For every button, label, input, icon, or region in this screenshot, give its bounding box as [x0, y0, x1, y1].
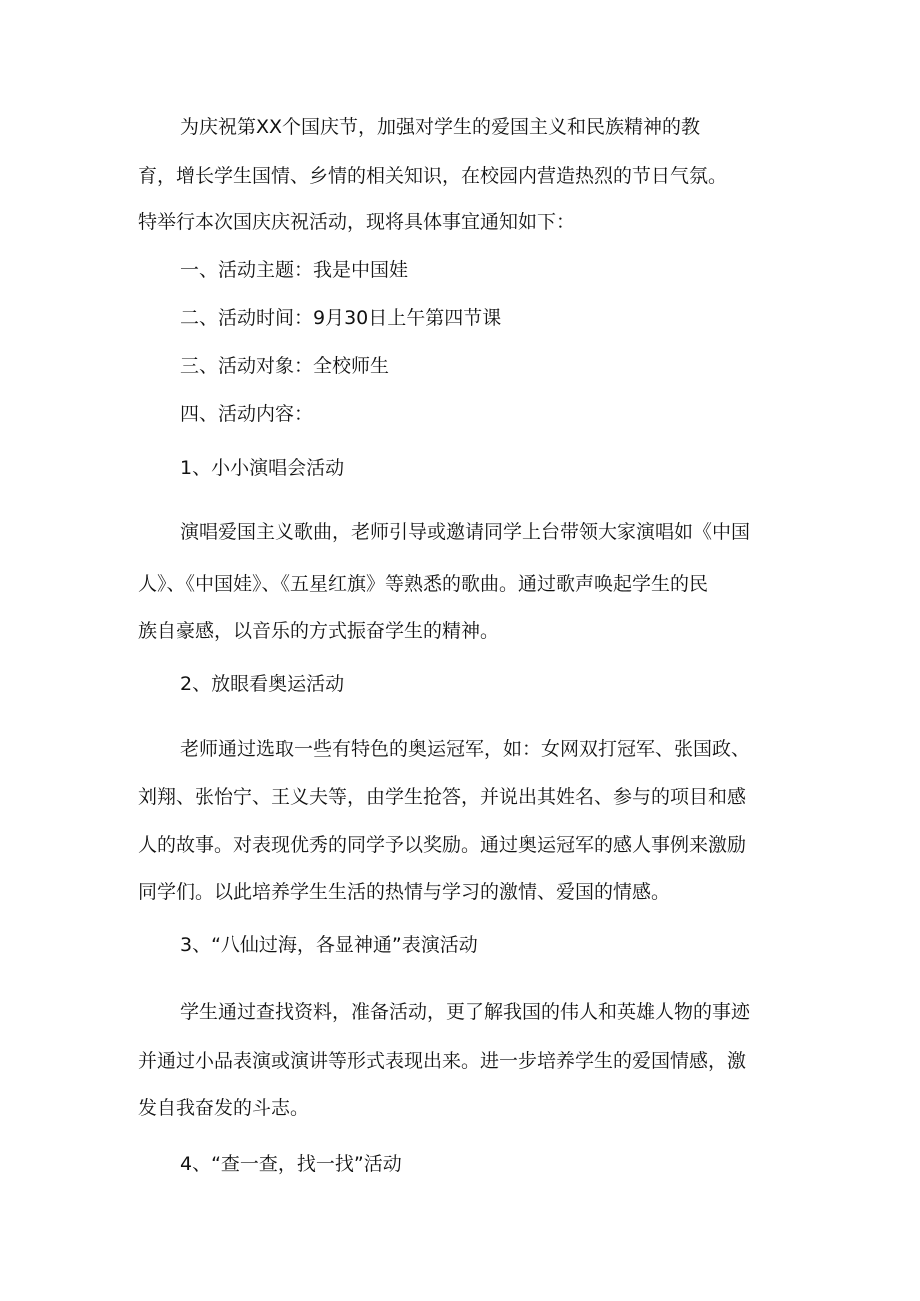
section-content-heading: 四、活动内容：: [180, 403, 314, 425]
intro-line-1: 为庆祝第XX个国庆节，加强对学生的爱国主义和民族精神的教: [180, 116, 701, 138]
activity-2-line-4: 同学们。以此培养学生生活的热情与学习的激情、爱国的情感。: [138, 881, 671, 903]
activity-1-heading: 1、小小演唱会活动: [180, 457, 345, 479]
activity-2-line-2: 刘翔、张怡宁、王义夫等，由学生抢答，并说出其姓名、参与的项目和感: [138, 786, 747, 808]
activity-3-heading: 3、“八仙过海，各显神通”表演活动: [180, 934, 478, 956]
activity-2-line-1: 老师通过选取一些有特色的奥运冠军，如：女网双打冠军、张国政、: [180, 738, 751, 760]
activity-1-line-3: 族自豪感，以音乐的方式振奋学生的精神。: [138, 620, 500, 642]
section-audience: 三、活动对象：全校师生: [180, 355, 390, 377]
section-time: 二、活动时间：9月30日上午第四节课: [180, 307, 502, 329]
intro-line-2: 育，增长学生国情、乡情的相关知识，在校园内营造热烈的节日气氛。: [138, 165, 728, 187]
activity-3-line-2: 并通过小品表演或演讲等形式表现出来。进一步培养学生的爱国情感，激: [138, 1050, 747, 1072]
activity-3-line-3: 发自我奋发的斗志。: [138, 1097, 310, 1119]
section-theme: 一、活动主题：我是中国娃: [180, 259, 409, 281]
intro-line-3: 特举行本次国庆庆祝活动，现将具体事宜通知如下：: [138, 211, 576, 233]
activity-1-line-1: 演唱爱国主义歌曲，老师引导或邀请同学上台带领大家演唱如《中国: [180, 521, 751, 543]
activity-2-line-3: 人的故事。对表现优秀的同学予以奖励。通过奥运冠军的感人事例来激励: [138, 834, 747, 856]
activity-2-heading: 2、放眼看奥运活动: [180, 673, 345, 695]
activity-3-line-1: 学生通过查找资料，准备活动，更了解我国的伟人和英雄人物的事迹: [180, 1001, 751, 1023]
activity-4-heading: 4、“查一查，找一找”活动: [180, 1153, 402, 1175]
activity-1-line-2: 人》、《中国娃》、《五星红旗》等熟悉的歌曲。通过歌声唤起学生的民: [138, 573, 709, 595]
